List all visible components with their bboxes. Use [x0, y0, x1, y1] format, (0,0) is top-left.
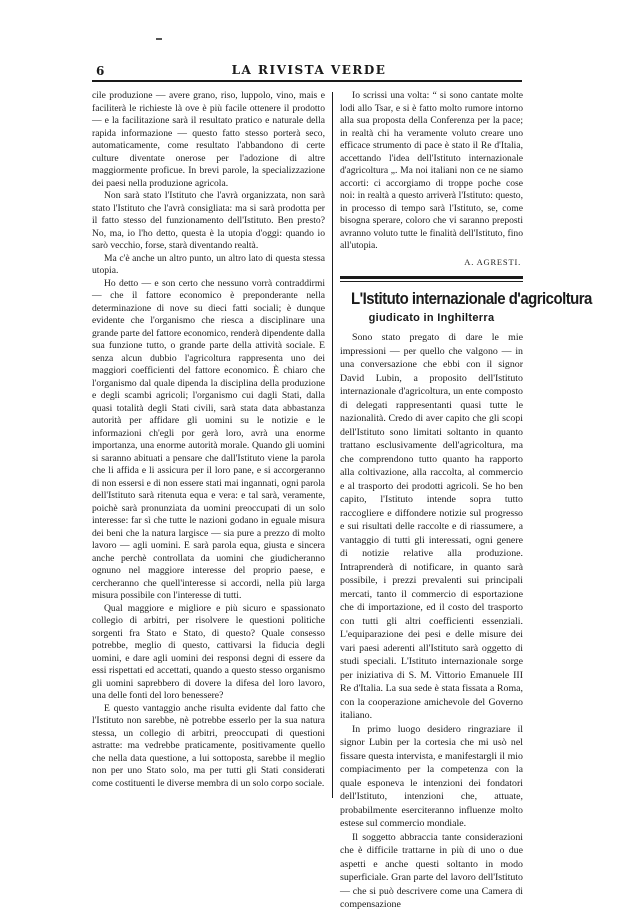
- article-rule-thick: [340, 276, 523, 279]
- left-paragraph-5: Qual maggiore e migliore e più sicuro e spassionato collegio di arbitri, per risolvere le questioni politiche sorgenti fra Stato e Stato, di questo? Quale consesso potrebbe, meglio di questo, cattivarsi la fiducia degli uomini, e dare agli uomini dei responsi degni di essere da essi rispettati ed accettati, quando a questo stesso organismo gli uomini saprebbero di dovere la difesa del loro lavoro, una delle fonti del loro benessere?: [92, 602, 325, 701]
- article-rule-thin: [340, 281, 523, 282]
- left-column: [92, 90, 325, 790]
- article-subtitle: giudicato in Inghilterra: [368, 312, 495, 324]
- header-rule: [92, 80, 522, 82]
- intro-paragraph: Io scrissi una volta: “ si sono cantate molte lodi allo Tsar, e si è fatto molto rumore intorno alla sua proposta della Conferenza per la pace; in realtà chi ha veramente voluto creare uno efficace strumento di pace è stato il Re d'Italia, accettando l'idea dell'Istituto internazionale d'agricoltura „. Ma noi italiani non ce ne siamo accorti: ci accorgiamo di troppe poche cose noi: in realtà a questo arriverà l'Istituto: questo, in processo di tempo sarà l'Istituto, se, come bisogna sperare, coloro che vi saranno preposti avranno voluto tutte le finalità dell'Istituto, fino all'utopia.: [340, 90, 523, 251]
- article-paragraph-3: Il soggetto abbraccia tante considerazioni che è difficile trattarne in più di uno o due aspetti e anche questi soltanto in modo superficiale. Gran parte del lavoro dell'Istituto — che si può descrivere come una Camera di compensazione: [340, 831, 523, 910]
- article-paragraph-1: Sono stato pregato di dare le mie impressioni — per quello che valgono — in una conversazione che ebbi con il signor David Lubin, a proposito dell'Istituto internazionale d'agricoltura, un ente composto di delegati rappresentanti quasi tutte le nazionalità. Credo di aver capito che gli scopi dell'Istituto sono limitati soltanto in quanto trattano esclusivamente dell'agricoltura, ma che comprendono tutto quanto ha rapporto alla coltivazione, alla raccolta, al commercio e al trasporto dei prodotti agricoli. Se ho ben capito, l'Istituto intende sopra tutto raccogliere e diffondere notizie sul progresso e sui risultati delle raccolte e di riassumere, a vantaggio di tutti gli interessati, ogni genere di notizie relative alla produzione. Intraprenderà di notificare, in quanto sarà possibile, i prezzi prevalenti sui principali mercati, tanto il commercio di esportazione che di importazione, ed il costo del trasporto con tutti gli altri coefficienti essenziali. L'equiparazione dei pesi e delle misure dei vari paesi aderenti all'Istituto sarà oggetto di studi speciali. L'Istituto internazionale sorge per iniziativa di S. M. Vittorio Emanuele III Re d'Italia. La sua sede è stata fissata a Roma, con la cooperazione amichevole del Governo italiano.: [340, 332, 523, 721]
- column-separator: [332, 92, 333, 798]
- article-paragraph-2: In primo luogo desidero ringraziare il signor Lubin per la cortesia che mi usò nel fissare questa intervista, e manifestargli il mio compiacimento per la competenza con la quale esponeva le intenzioni dei fondatori dell'Istituto, intenzioni che, attuate, probabilmente eserciteranno influenze molto estese sul commercio mondiale.: [340, 723, 523, 829]
- left-paragraph-1: cile produzione — avere grano, riso, luppolo, vino, mais e faciliterà le richieste là ove è più facile ottenere il prodotto — e la facilitazione sarà il resultato pratico e naturale della rapida informazione — questo fatto stesso porterà seco, automaticamente, come resultato l'abbandono di certe culture diventate onerose per l'adozione di altre maggiormente proficue. In brevi parole, la specializzazione dei paesi nella produzione agricola.: [92, 90, 325, 189]
- scan-mark: [156, 38, 162, 40]
- article-title: L'Istituto internazionale d'agricoltura: [350, 289, 592, 308]
- page-number: 6: [96, 64, 105, 78]
- left-paragraph-2: Non sarà stato l'Istituto che l'avrà organizzata, non sarà stato l'Istituto che l'avrà consigliata: ma si sarà prodotta per il fatto stesso del funzionamento dell'Istituto. Ben presto? No, ma, io l'ho detto, questa è la utopia d'oggi: quando io sarò vecchio, forse, starà diventando realtà.: [92, 190, 325, 251]
- article-body: [340, 331, 523, 912]
- left-paragraph-6: E questo vantaggio anche risulta evidente dal fatto che l'Istituto non sarebbe, nè potrebbe esserlo per la sua natura stessa, un collegio di arbitri, preoccupati di questioni astratte: ma vedrebbe praticamente, positivamente quello che nella data questione, a lui sottoposta, sarebbe il meglio non per uno Stato solo, ma per tutti gli Stati considerati come costituenti le diverse membra di un solo corpo sociale.: [92, 702, 325, 789]
- right-column: [340, 90, 592, 912]
- left-paragraph-4: Ho detto — e son certo che nessuno vorrà contraddirmi — che il fattore economico è preponderante nella determinazione di nove su dieci fatti sociali; è dunque evidente che l'organismo che riesca a disciplinare una grande parte del fattore economico, renderà dipendente dalla sua funzione tutto, o grande parte della attività sociale. E senza alcun dubbio l'agricoltura rappresenta uno dei maggiori coefficienti del fattore economico. È chiaro che l'organismo dal quale dipenda la disciplina della produzione e degli scambi agricoli; l'organismo cui dagli Stati, dalla quasi totalità degli Stati civili, sarà stata data abbastanza autorità per affidare gli uomini su le notizie e le informazioni ch'egli por gerà loro, avrà una enorme importanza, una enorme autorità morale. Quando gli uomini si saranno abituati a pensare che dall'Istituto viene la parola che li affida e li assicura per il loro pane, e si accorgeranno di non essersi e di non essere stati mai ingannati, ogni parola dell'Istituto sarà ritenuta equa e vera: e tal sarà, veramente, poichè sarà pronunziata da uomini preoccupati di un solo interesse: far sì che tutte le nazioni godano in eguale misura dei beni che la natura largisce — sia pure a prezzo di molto lavoro — agli uomini. E sarà parola equa, giusta e sincera anche perchè controllata da uomini che giudicheranno ognuno nel maggiore interesse del proprio paese, e cercheranno che quell'interesse si accordi, nella più larga misura possibile con l'interesse di tutti.: [92, 277, 325, 601]
- author-signature: A. AGRESTI.: [464, 256, 521, 267]
- left-paragraph-3: Ma c'è anche un altro punto, un altro lato di questa stessa utopia.: [92, 252, 325, 276]
- journal-title: LA RIVISTA VERDE: [231, 63, 387, 77]
